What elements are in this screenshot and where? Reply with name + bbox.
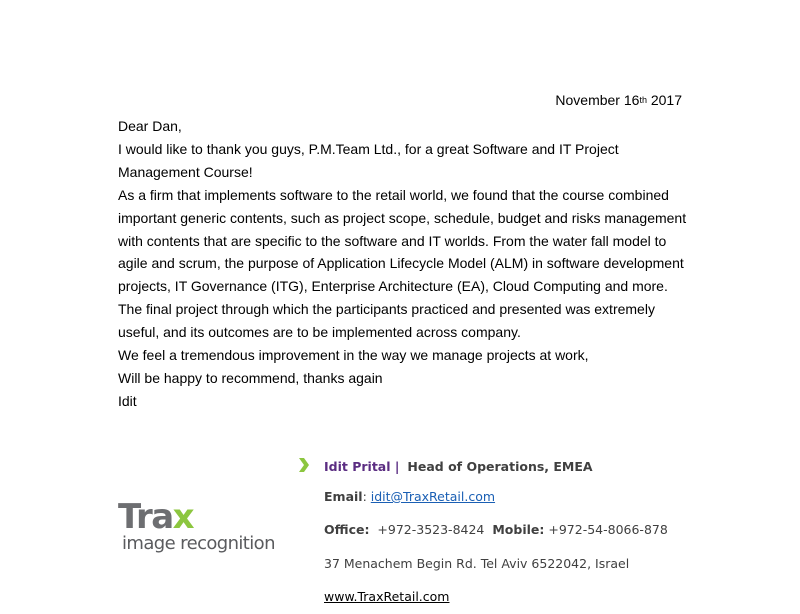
office-label: Office: — [324, 522, 370, 537]
signature-website-line — [324, 589, 449, 604]
trax-logo — [118, 497, 283, 562]
closing-name: Idit — [118, 392, 137, 409]
paragraph-thanks: I would like to thank you guys, P.M.Team Ltd., for a great Software and IT Project Management Course! — [118, 140, 619, 180]
date-month-day: November 16 — [555, 92, 640, 108]
logo-tagline: image recognition — [122, 533, 275, 554]
signature-title: Head of Operations, EMEA — [407, 459, 593, 474]
paragraph-course-content: As a firm that implements software to the retail world, we found that the course combined important generic contents, such as project scope, schedule, budget and risks management with contents that are specific to the software and IT worlds. From the water fall model to agile and scrum, the purpose of Application Lifecycle Model (ALM) in software development projects, IT Governance (ITG), Enterprise Architecture (EA), Cloud Computing and more. — [118, 186, 687, 295]
letter-date — [555, 92, 682, 108]
paragraph-improvement: We feel a tremendous improvement in the way we manage projects at work, — [118, 347, 589, 364]
email-link[interactable]: idit@TraxRetail.com — [370, 489, 496, 504]
signature-name-line — [324, 459, 593, 474]
letter-body — [118, 115, 688, 413]
email-separator: : — [362, 489, 371, 504]
paragraph-final-project: The final project through which the participants practiced and presented was extremely useful, and its outcomes are to be implemented across company. — [118, 301, 655, 341]
date-ordinal-suffix: th — [639, 95, 647, 105]
mobile-phone: +972-54-8066-878 — [548, 522, 668, 537]
mobile-label: Mobile: — [492, 522, 545, 537]
website-link[interactable]: www.TraxRetail.com — [324, 589, 450, 604]
paragraph-recommend: Will be happy to recommend, thanks again — [118, 369, 383, 386]
signature-email-line — [324, 489, 495, 504]
signature-name: Idit Prital | — [324, 459, 400, 474]
logo-wordmark-gray: Tra — [118, 497, 173, 537]
chevron-right-icon — [298, 457, 310, 473]
signature-address: 37 Menachem Begin Rd. Tel Aviv 6522042, Israel — [324, 556, 630, 571]
email-label: Email — [324, 489, 363, 504]
logo-wordmark — [118, 497, 194, 537]
salutation: Dear Dan, — [118, 118, 182, 134]
signature-phone-line — [324, 522, 668, 537]
date-year: 2017 — [646, 92, 682, 108]
office-phone: +972-3523-8424 — [377, 522, 485, 537]
logo-wordmark-green: x — [172, 497, 194, 537]
